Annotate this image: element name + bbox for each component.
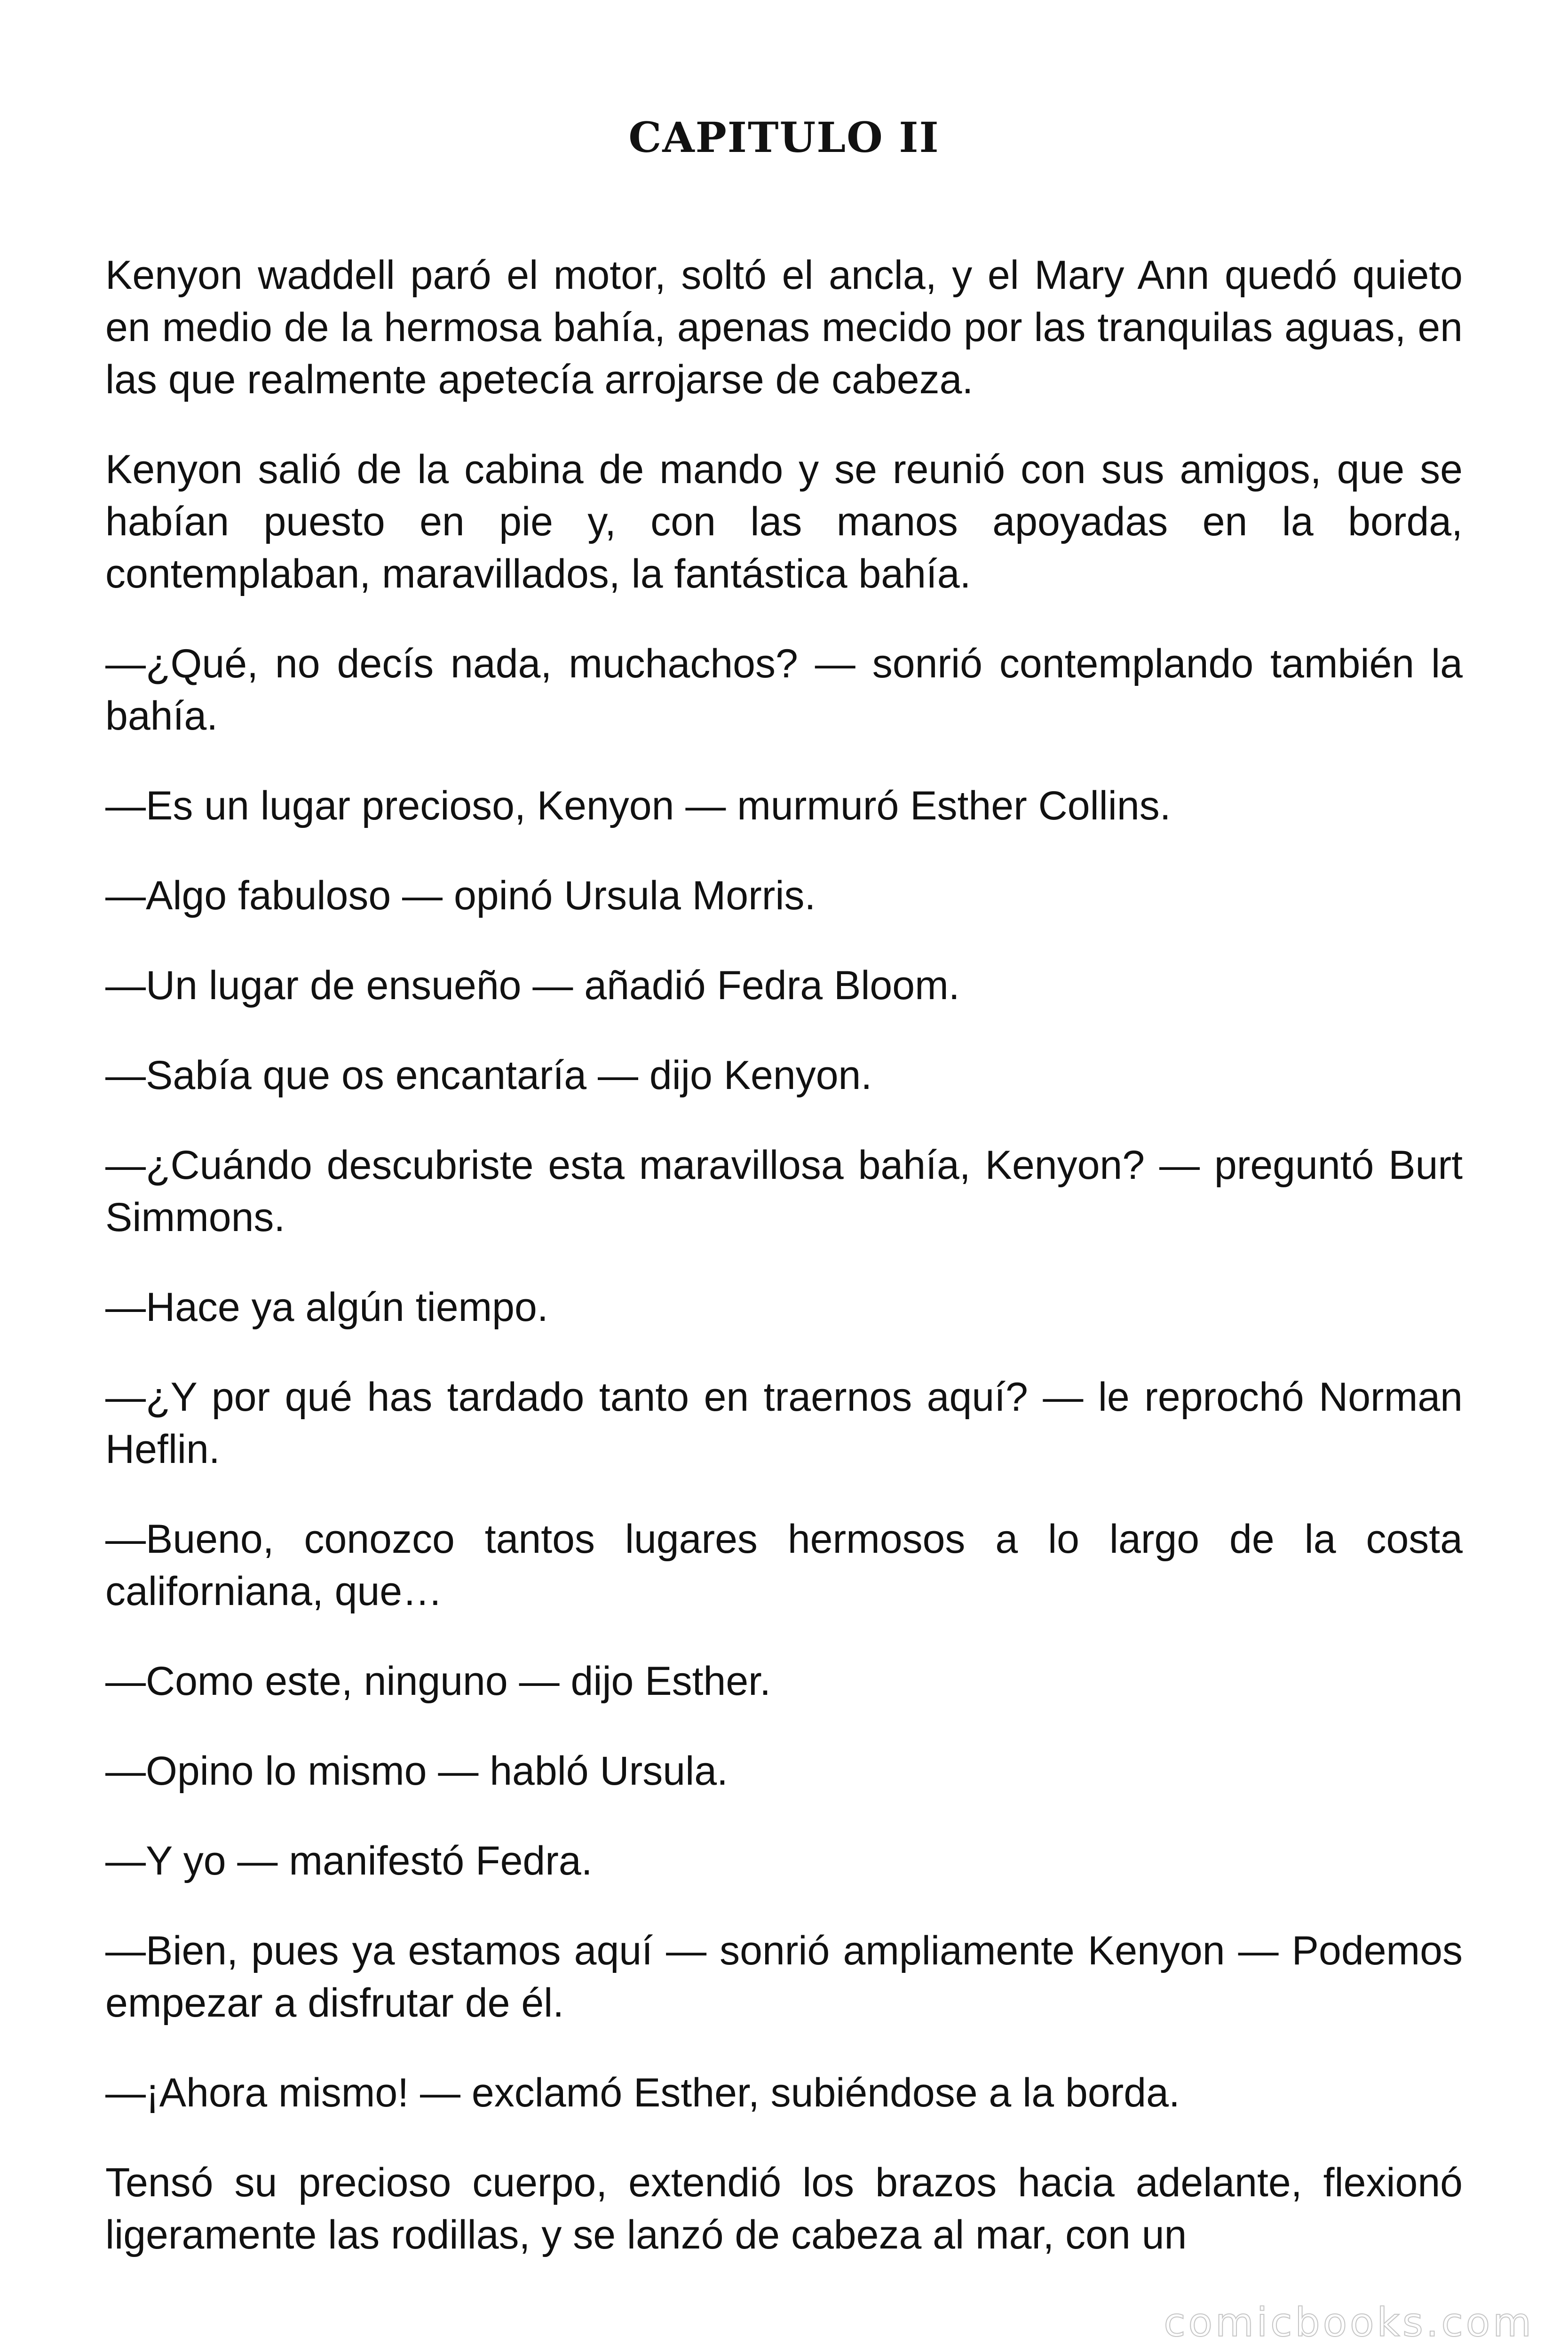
dialogue-line: —Opino lo mismo — habló Ursula. xyxy=(105,1748,728,1794)
dialogue-line: —Un lugar de ensueño — añadió Fedra Bloom. xyxy=(105,963,960,1008)
paragraph: Tensó su precioso cuerpo, extendió los brazos hacia adelante, flexionó ligeramente las rodillas, y se lanzó de cabeza al mar, con un xyxy=(105,2160,1463,2257)
dialogue-line: —Es un lugar precioso, Kenyon — murmuró Esther Collins. xyxy=(105,783,1171,828)
paragraph: Kenyon salió de la cabina de mando y se reunió con sus amigos, que se habían puesto en pie y, con las manos apoyadas en la borda, contemplaban, maravillados, la fantástica bahía. xyxy=(105,447,1463,596)
watermark-logo: comicbooks.com xyxy=(1164,2299,1534,2345)
page-body xyxy=(105,249,1463,2261)
dialogue-line: —Bueno, conozco tantos lugares hermosos a lo largo de la costa californiana, que… xyxy=(105,1517,1463,1614)
dialogue-line: —Bien, pues ya estamos aquí — sonrió ampliamente Kenyon — Podemos empezar a disfrutar de él. xyxy=(105,1928,1463,2026)
dialogue-line: —¡Ahora mismo! — exclamó Esther, subiéndose a la borda. xyxy=(105,2070,1180,2115)
dialogue-line: —¿Y por qué has tardado tanto en traernos aquí? — le reprochó Norman Heflin. xyxy=(105,1375,1463,1472)
dialogue-line: —Algo fabuloso — opinó Ursula Morris. xyxy=(105,873,816,918)
paragraph: Kenyon waddell paró el motor, soltó el ancla, y el Mary Ann quedó quieto en medio de la hermosa bahía, apenas mecido por las tranquilas aguas, en las que realmente apetecía arrojarse de cabeza. xyxy=(105,253,1463,402)
dialogue-line: —¿Qué, no decís nada, muchachos? — sonrió contemplando también la bahía. xyxy=(105,641,1463,739)
chapter-title: CAPITULO II xyxy=(628,113,940,162)
dialogue-line: —Hace ya algún tiempo. xyxy=(105,1285,548,1330)
dialogue-line: —¿Cuándo descubriste esta maravillosa bahía, Kenyon? — preguntó Burt Simmons. xyxy=(105,1143,1463,1240)
dialogue-line: —Y yo — manifestó Fedra. xyxy=(105,1838,593,1883)
dialogue-line: —Sabía que os encantaría — dijo Kenyon. xyxy=(105,1053,872,1098)
dialogue-line: —Como este, ninguno — dijo Esther. xyxy=(105,1659,771,1704)
